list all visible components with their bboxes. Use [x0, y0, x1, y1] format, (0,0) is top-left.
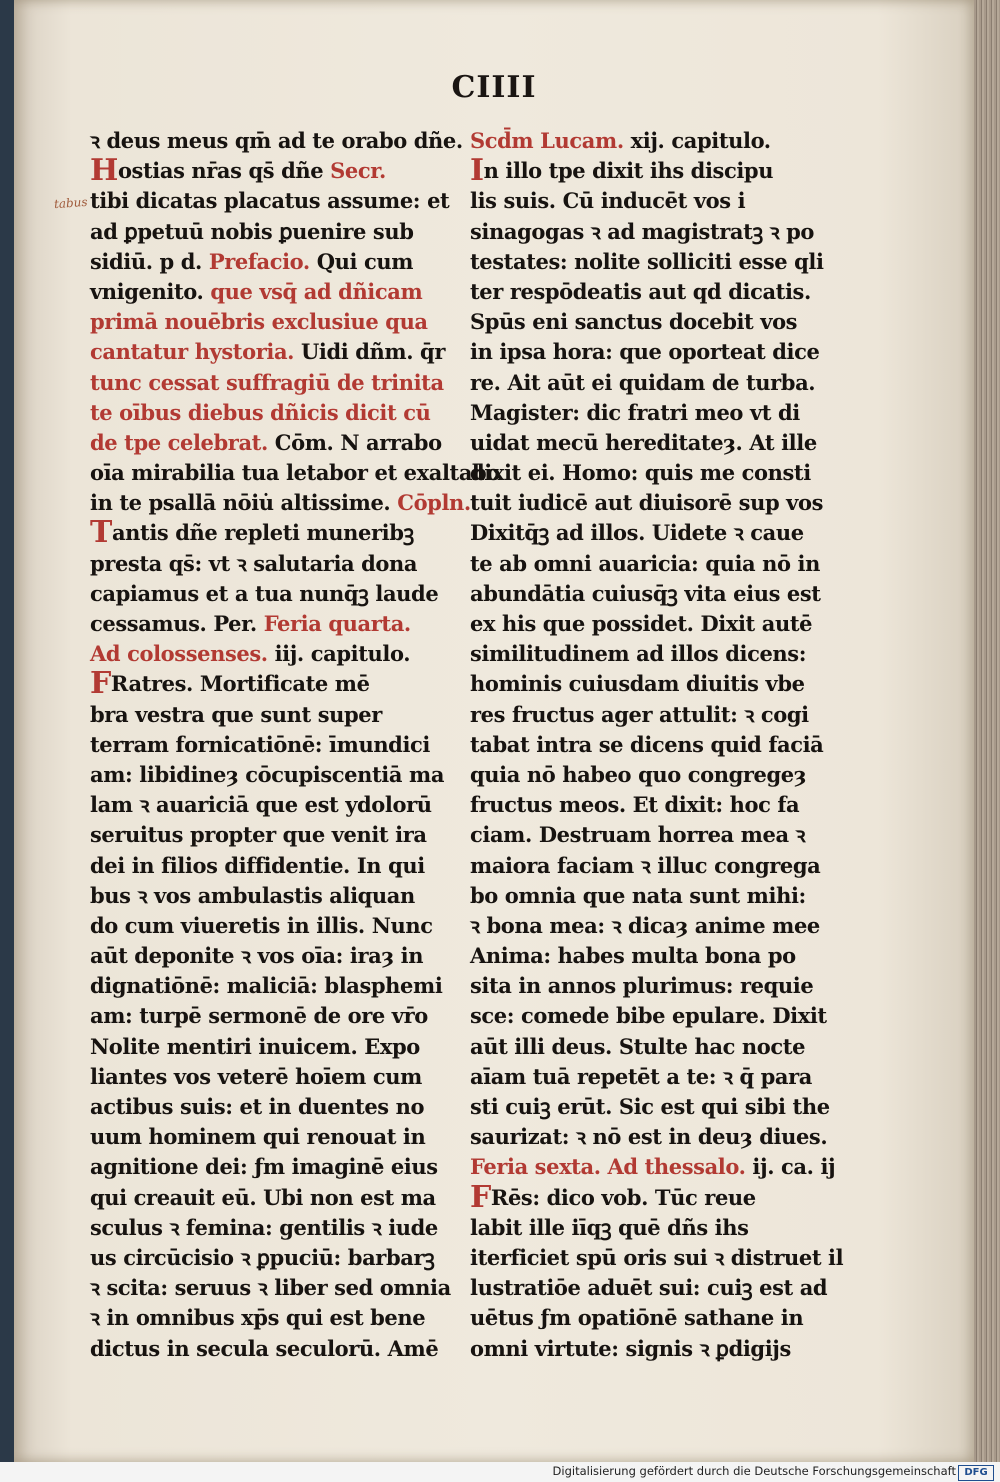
incipit-text: Cōm.: [274, 429, 334, 455]
line-text: Magister: dic fratri meo vt di: [470, 399, 800, 425]
line-text: labit ille iīqꝫ quē dñs ihs: [470, 1214, 749, 1240]
right-column-line: [470, 730, 832, 760]
left-column-line: [90, 1152, 440, 1182]
left-column-line: [90, 1122, 440, 1152]
line-text: in ipsa hora: que oporteat dice: [470, 339, 820, 365]
right-column-line: [470, 941, 832, 971]
footer-credit: Digitalisierung gefördert durch die Deutsche Forschungsgemeinschaft: [552, 1464, 956, 1478]
line-text: am: libidineȝ cōcupiscentiā ma: [90, 761, 445, 787]
right-column-line: [470, 1273, 832, 1303]
right-column-line: [470, 337, 832, 367]
line-text: res fructus ager attulit: ꝛ cogi: [470, 701, 809, 727]
right-column-line: [470, 217, 832, 247]
line-text: ꝛ in omnibus xp̄s qui est bene: [90, 1305, 426, 1331]
line-text: dixit ei. Homo: quis me consti: [470, 460, 811, 486]
left-column-line: [90, 247, 440, 277]
right-column-line: [470, 1213, 832, 1243]
left-column-line: [90, 1213, 440, 1243]
right-column-line: [470, 1032, 832, 1062]
rubricated-initial: I: [470, 153, 484, 189]
line-text: vnigenito.: [90, 278, 211, 304]
left-column-line: [90, 820, 440, 850]
left-column-line: [90, 1243, 440, 1273]
rubricated-initial: F: [470, 1179, 491, 1215]
right-column-line: [470, 186, 832, 216]
left-column-line: [90, 1001, 440, 1031]
left-column-line: [90, 277, 440, 307]
line-text: do cum viueretis in illis. Nunc: [90, 912, 433, 938]
line-text: uum hominem qui renouat in: [90, 1124, 426, 1150]
right-text-column: [470, 126, 844, 1364]
line-text: dignatiōnē: maliciā: blasphemi: [90, 973, 443, 999]
line-text: ciam. Destruam horrea mea ꝛ: [470, 822, 806, 848]
line-text: bra vestra que sunt super: [90, 701, 382, 727]
left-column-line: [90, 911, 440, 941]
line-text: presta qs̄: vt ꝛ salutaria dona: [90, 550, 418, 576]
left-column-line: [90, 941, 440, 971]
line-text: lis suis. Cū inducēt vos i: [470, 188, 746, 214]
line-text: hominis cuiusdam diuitis vbe: [470, 671, 805, 697]
line-text: tabat intra se dicens quid faciā: [470, 731, 824, 757]
line-text: sti cuiꝫ erūt. Sic est qui sibi the: [470, 1094, 830, 1119]
left-column-line: [90, 126, 463, 156]
left-column-line: [90, 488, 471, 518]
line-text: maiora faciam ꝛ illuc congrega: [470, 852, 821, 878]
line-text: primā nouēbris exclusiue qua: [90, 309, 428, 335]
line-text: in te psallā nōiu̇ altissime.: [90, 490, 398, 516]
right-column-line: [470, 277, 832, 307]
right-column-line: [470, 911, 832, 941]
right-column-line: [470, 488, 832, 518]
line-text: sidiū. p d.: [90, 248, 209, 274]
right-column-line: [470, 398, 832, 428]
line-text: bo omnia que nata sunt mihi:: [470, 882, 806, 908]
left-column-line: [90, 515, 440, 551]
left-column-line: [90, 609, 440, 639]
right-column-line: [470, 639, 832, 669]
left-column-line: [90, 760, 445, 790]
right-column-line: [470, 1001, 832, 1031]
line-text: uētus ƒm opatiōnē sathane in: [470, 1305, 804, 1331]
left-column-line: [90, 1303, 440, 1333]
line-text: uidat mecū hereditateȝ. At ille: [470, 429, 817, 455]
line-text: abundātia cuiusq̄ꝫ vita eius est: [470, 580, 821, 606]
line-text: fructus meos. Et dixit: hoc fa: [470, 792, 800, 818]
line-text: capiamus et a tua nunq̄ꝫ laude: [90, 580, 439, 606]
line-text: cessamus. Per.: [90, 611, 264, 636]
folio-number: CIIII: [451, 70, 537, 105]
left-text-column: [90, 126, 500, 1364]
right-column-line: [470, 971, 832, 1001]
left-column-line: [90, 881, 440, 911]
right-column-line: [470, 760, 832, 790]
line-text: te ab omni auaricia: quia nō in: [470, 550, 820, 576]
line-text: Dixitq̄ꝫ ad illos. Uidete ꝛ caue: [470, 520, 804, 546]
left-column-line: [90, 1183, 440, 1213]
line-text-after: N arrabo: [333, 429, 442, 455]
right-column-line: [470, 153, 832, 189]
line-text: agnitione dei: ƒm imaginē eius: [90, 1154, 438, 1180]
right-column-line: [470, 820, 832, 850]
right-column-line: [470, 881, 832, 911]
line-text: terram fornicatiōnē: īmundici: [90, 731, 431, 757]
left-column-line: [90, 971, 443, 1001]
line-text: dictus in secula seculorū. Amē: [90, 1335, 439, 1361]
line-text: Nolite mentiri inuicem. Expo: [90, 1033, 420, 1059]
footer-bar: [0, 1462, 1000, 1482]
rubric-text: Feria quarta.: [263, 611, 411, 636]
line-text: bus ꝛ vos ambulastis aliquan: [90, 882, 415, 908]
line-text: actibus suis: et in duentes no: [90, 1094, 425, 1119]
right-column-line: [470, 1092, 832, 1122]
right-column-line: [470, 790, 832, 820]
left-column-line: [90, 428, 440, 458]
left-column-line: [90, 1334, 440, 1364]
line-text: seruitus propter que venit ira: [90, 822, 427, 848]
left-column-line: [90, 217, 440, 247]
rubric-text: Cōpln.: [397, 490, 471, 516]
right-column-line: [470, 1243, 844, 1273]
line-text: Rēs: dico vob. Tūc reue: [490, 1184, 756, 1210]
left-column-line: [90, 1032, 440, 1062]
rubricated-initial: T: [90, 515, 112, 551]
line-text: aūt deponite ꝛ vos oīa: iraȝ in: [90, 943, 424, 969]
right-column-line: [470, 247, 832, 277]
line-text-after: Qui cum: [309, 248, 414, 274]
left-column-line: [90, 307, 440, 337]
line-text: sculus ꝛ femina: gentilis ꝛ iude: [90, 1214, 438, 1240]
right-column-line: [470, 518, 832, 548]
rubric-text: Scd̄m Lucam.: [470, 128, 624, 153]
line-text: lam ꝛ auariciā que est ydolorū: [90, 792, 432, 818]
line-text: aīam tuā repetēt a te: ꝛ q̄ para: [470, 1063, 813, 1089]
line-text: antis dñe repleti muneribꝫ: [111, 520, 414, 546]
left-column-line: [90, 1273, 451, 1303]
line-text: qui creauit eū. Ubi non est ma: [90, 1184, 436, 1210]
right-column-line: [470, 549, 832, 579]
line-text: Anima: habes multa bona po: [470, 943, 796, 969]
right-column-line: [470, 700, 832, 730]
line-text: sce: comede bibe epulare. Dixit: [470, 1003, 827, 1029]
line-text: ꝛ bona mea: ꝛ dicaȝ anime mee: [470, 912, 820, 938]
line-text: am: turpē sermonē de ore vr̄o: [90, 1003, 428, 1029]
left-column-line: [90, 851, 440, 881]
line-text: ex his que possidet. Dixit autē: [470, 611, 813, 636]
line-text: ostias nr̄as qs̄ dñe: [117, 158, 331, 184]
line-text: iterficiet spū oris sui ꝛ distruet il: [470, 1244, 844, 1270]
line-text: aūt illi deus. Stulte hac nocte: [470, 1033, 806, 1059]
right-column-line: [470, 307, 832, 337]
line-text: tuit iudicē aut diuisorē sup vos: [470, 490, 823, 516]
right-column-line: [470, 458, 832, 488]
left-column-line: [90, 549, 440, 579]
right-column-line: [470, 1303, 832, 1333]
right-column-line: [470, 1122, 832, 1152]
line-text: ꝛ scita: seruus ꝛ liber sed omnia: [90, 1275, 451, 1301]
left-column-line: [90, 153, 440, 189]
right-column-line: [470, 669, 832, 699]
rubric-text: Feria sexta. Ad thessalo.: [470, 1154, 746, 1180]
left-column-line: [90, 700, 440, 730]
right-column-line: [470, 1179, 832, 1215]
line-text-after: iij. capitulo.: [267, 641, 411, 667]
line-text: sinagogas ꝛ ad magistratꝫ ꝛ po: [470, 218, 815, 244]
rubricated-initial: H: [90, 153, 118, 189]
rubricated-initial: F: [90, 666, 111, 702]
left-column-line: [90, 398, 440, 428]
line-text: cantatur hystoria.: [90, 339, 301, 365]
line-text: lustratiōe aduēt sui: cuiꝫ est ad: [470, 1275, 828, 1301]
right-column-line: [470, 1334, 832, 1364]
line-text: n illo tpe dixit ihs discipu: [483, 158, 774, 184]
line-text: ꝛ deus meus qm̄ ad te orabo dñe.: [90, 128, 463, 153]
line-text: similitudinem ad illos dicens:: [470, 641, 807, 667]
line-text: liantes vos veterē hoīem cum: [90, 1063, 422, 1089]
left-column-line: [90, 1062, 440, 1092]
left-column-line: [90, 639, 440, 669]
line-text: quia nō habeo quo congregeȝ: [470, 761, 807, 787]
right-column-line: [470, 609, 832, 639]
line-text: ter respōdeatis aut qd dicatis.: [470, 278, 811, 304]
line-text: tibi dicatas placatus assume: et: [90, 188, 450, 214]
line-text: omni virtute: signis ꝛ ꝑdigijs: [470, 1335, 791, 1361]
line-text: Ratres. Mortificate mē: [110, 671, 370, 697]
left-column-line: [90, 1092, 440, 1122]
line-text-after: Uidi dñm. q̄r: [300, 339, 445, 365]
line-text: tunc cessat suffragiū de trinita: [90, 369, 444, 395]
line-text: us circūcisio ꝛ ꝑpuciū: barbarꝫ: [90, 1244, 435, 1270]
right-column-line: [470, 851, 832, 881]
line-text: re. Ait aūt ei quidam de turba.: [470, 369, 816, 395]
marginal-note: tabus: [53, 194, 88, 212]
rubric-text: Prefacio.: [208, 248, 310, 274]
page-fore-edge: [974, 0, 1000, 1462]
rubric-text: que vsq̄ ad dñicam: [210, 278, 423, 304]
line-text: dei in filios diffidentie. In qui: [90, 852, 425, 878]
right-column-line: [470, 1152, 836, 1182]
left-column-line: [90, 730, 440, 760]
line-text: ad ꝑpetuū nobis ꝑuenire sub: [90, 218, 414, 244]
line-text-after: ij. ca. ij: [745, 1154, 836, 1180]
right-column-line: [470, 126, 832, 156]
right-column-line: [470, 428, 832, 458]
line-text: oīa mirabilia tua letabor et exaltabo: [90, 460, 500, 486]
line-text: Ad colossenses.: [90, 641, 268, 667]
dfg-logo: DFG: [958, 1465, 994, 1481]
line-text: saurizat: ꝛ nō est in deuȝ diues.: [470, 1124, 828, 1150]
line-text-after: xij. capitulo.: [623, 128, 771, 153]
line-text: testates: nolite solliciti esse qli: [470, 248, 824, 274]
line-text: Spūs eni sanctus docebit vos: [470, 309, 798, 335]
line-text: te oībus diebus dñicis dicit cū: [90, 399, 431, 425]
line-text: de tpe celebrat.: [90, 429, 275, 455]
left-column-line: [90, 337, 445, 367]
left-column-line: [90, 368, 444, 398]
left-column-line: [90, 790, 440, 820]
manuscript-page: [14, 0, 974, 1462]
right-column-line: [470, 368, 832, 398]
left-column-line: [90, 579, 440, 609]
right-column-line: [470, 1062, 832, 1092]
right-column-line: [470, 579, 832, 609]
left-column-line: [90, 666, 440, 702]
rubric-text: Secr.: [330, 158, 386, 184]
left-column-line: [90, 458, 500, 488]
line-text: sita in annos plurimus: requie: [470, 973, 814, 999]
left-column-line: [90, 186, 450, 216]
